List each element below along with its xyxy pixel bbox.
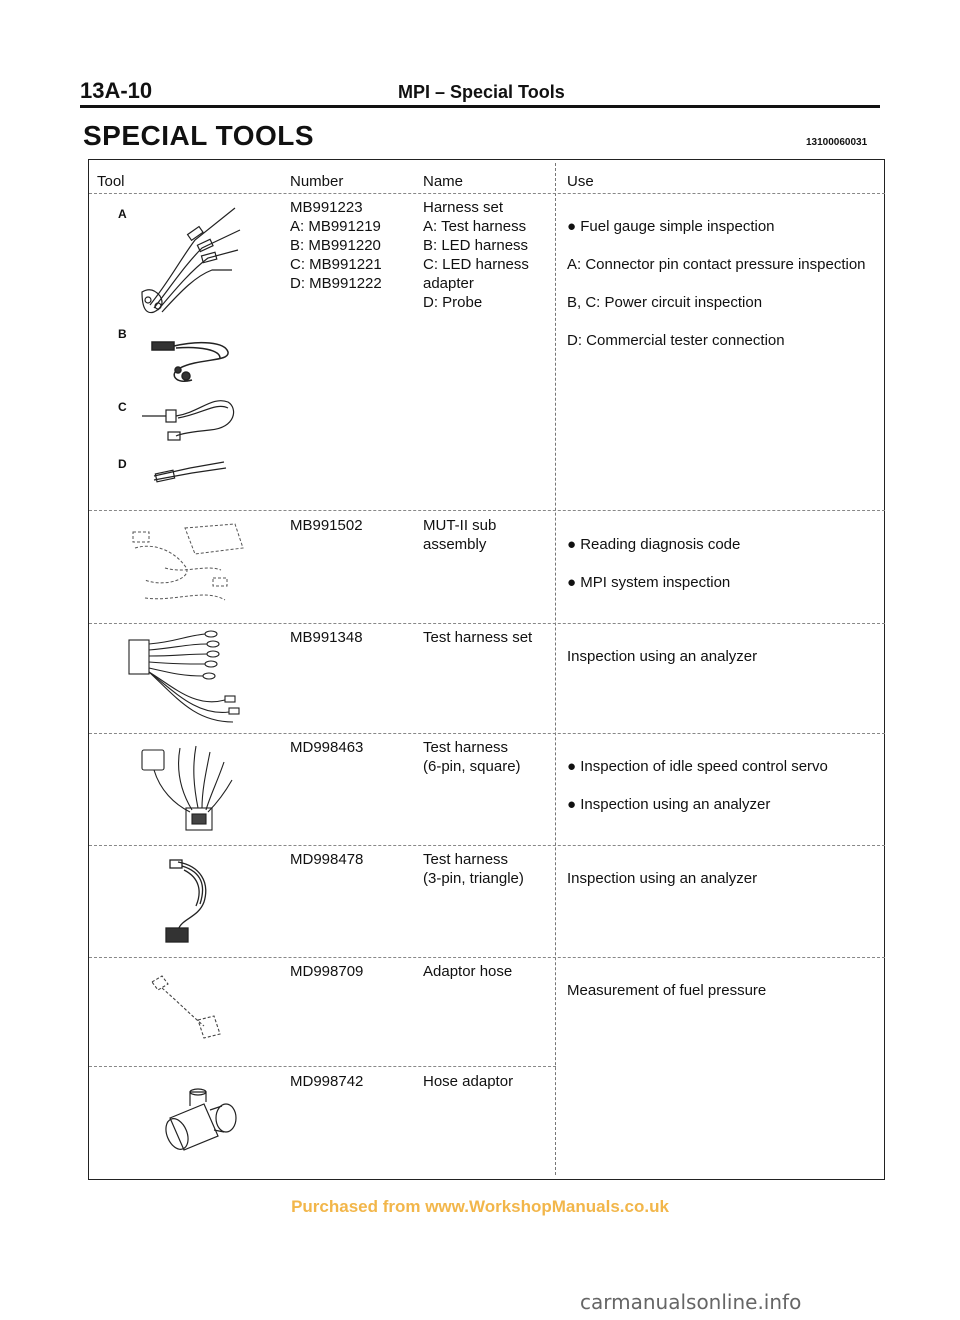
tool-number: MB991502 xyxy=(290,517,363,534)
use-line: A: Connector pin contact pressure inspection xyxy=(567,256,866,273)
use-line: ● Inspection of idle speed control servo xyxy=(567,758,828,775)
tool-use xyxy=(567,628,757,685)
use-line: Inspection using an analyzer xyxy=(567,870,758,887)
tool-sublabel-b: B xyxy=(118,327,127,341)
column-header-use: Use xyxy=(567,173,594,190)
use-line: Measurement of fuel pressure xyxy=(567,982,767,999)
test-harness-6-pin-illustration xyxy=(140,740,240,835)
led-harness-adapter-illustration xyxy=(140,392,240,444)
tool-sublabel-c: C xyxy=(118,400,127,414)
section-code: 13A-10 xyxy=(80,78,153,103)
row-divider xyxy=(89,1066,556,1067)
use-column-divider xyxy=(555,163,556,1175)
test-harness-illustration xyxy=(140,200,250,320)
hose-adaptor-illustration xyxy=(160,1088,240,1156)
row-divider xyxy=(89,623,885,624)
row-divider xyxy=(89,957,885,958)
tool-use xyxy=(567,962,766,1019)
header-row-divider xyxy=(89,193,885,194)
use-line: ● Reading diagnosis code xyxy=(567,536,741,553)
column-header-tool: Tool xyxy=(97,173,125,190)
tool-sublabel-a: A xyxy=(118,207,127,221)
purchase-footer: Purchased from www.WorkshopManuals.co.uk xyxy=(291,1197,669,1216)
page-title: SPECIAL TOOLS xyxy=(83,120,315,151)
site-watermark: carmanualsonline.info xyxy=(580,1290,802,1314)
test-harness-set-illustration xyxy=(125,628,250,726)
led-harness-illustration xyxy=(150,330,235,390)
tool-use xyxy=(567,738,828,833)
tool-name: Test harness (3-pin, triangle) xyxy=(423,851,524,887)
use-line: ● Fuel gauge simple inspection xyxy=(567,218,775,235)
tool-name: Adaptor hose xyxy=(423,963,513,980)
column-header-name: Name xyxy=(423,173,464,190)
column-header-number: Number xyxy=(290,173,344,190)
mut-ii-sub-assembly-illustration xyxy=(125,518,255,610)
tool-name: Hose adaptor xyxy=(423,1073,514,1090)
tool-name: Test harness set xyxy=(423,629,533,646)
use-line: D: Commercial tester connection xyxy=(567,332,785,349)
tool-name: Test harness (6-pin, square) xyxy=(423,739,521,775)
tool-number: MD998709 xyxy=(290,963,364,980)
tool-name: MUT-II sub assembly xyxy=(423,517,497,553)
section-title: MPI – Special Tools xyxy=(398,82,565,102)
tool-use xyxy=(567,516,740,611)
probe-illustration xyxy=(150,460,230,486)
use-line: Inspection using an analyzer xyxy=(567,648,758,665)
header-rule xyxy=(80,105,880,108)
tool-number: MD998478 xyxy=(290,851,364,868)
tool-use xyxy=(567,850,757,907)
tool-number: MB991223 A: MB991219 B: MB991220 C: MB991221 D: MB991222 xyxy=(290,199,382,292)
use-line: ● Inspection using an analyzer xyxy=(567,796,771,813)
tool-number: MB991348 xyxy=(290,629,363,646)
tool-number: MD998742 xyxy=(290,1073,364,1090)
test-harness-3-pin-illustration xyxy=(160,858,220,946)
row-divider xyxy=(89,845,885,846)
document-id: 13100060031 xyxy=(806,137,868,148)
row-divider xyxy=(89,733,885,734)
tool-use xyxy=(567,198,866,369)
adaptor-hose-illustration xyxy=(148,972,228,1044)
row-divider xyxy=(89,510,885,511)
use-line: B, C: Power circuit inspection xyxy=(567,294,763,311)
tool-number: MD998463 xyxy=(290,739,364,756)
tool-name: Harness set A: Test harness B: LED harness C: LED harness adapter D: Probe xyxy=(423,199,529,311)
use-line: ● MPI system inspection xyxy=(567,574,731,591)
tool-sublabel-d: D xyxy=(118,457,127,471)
